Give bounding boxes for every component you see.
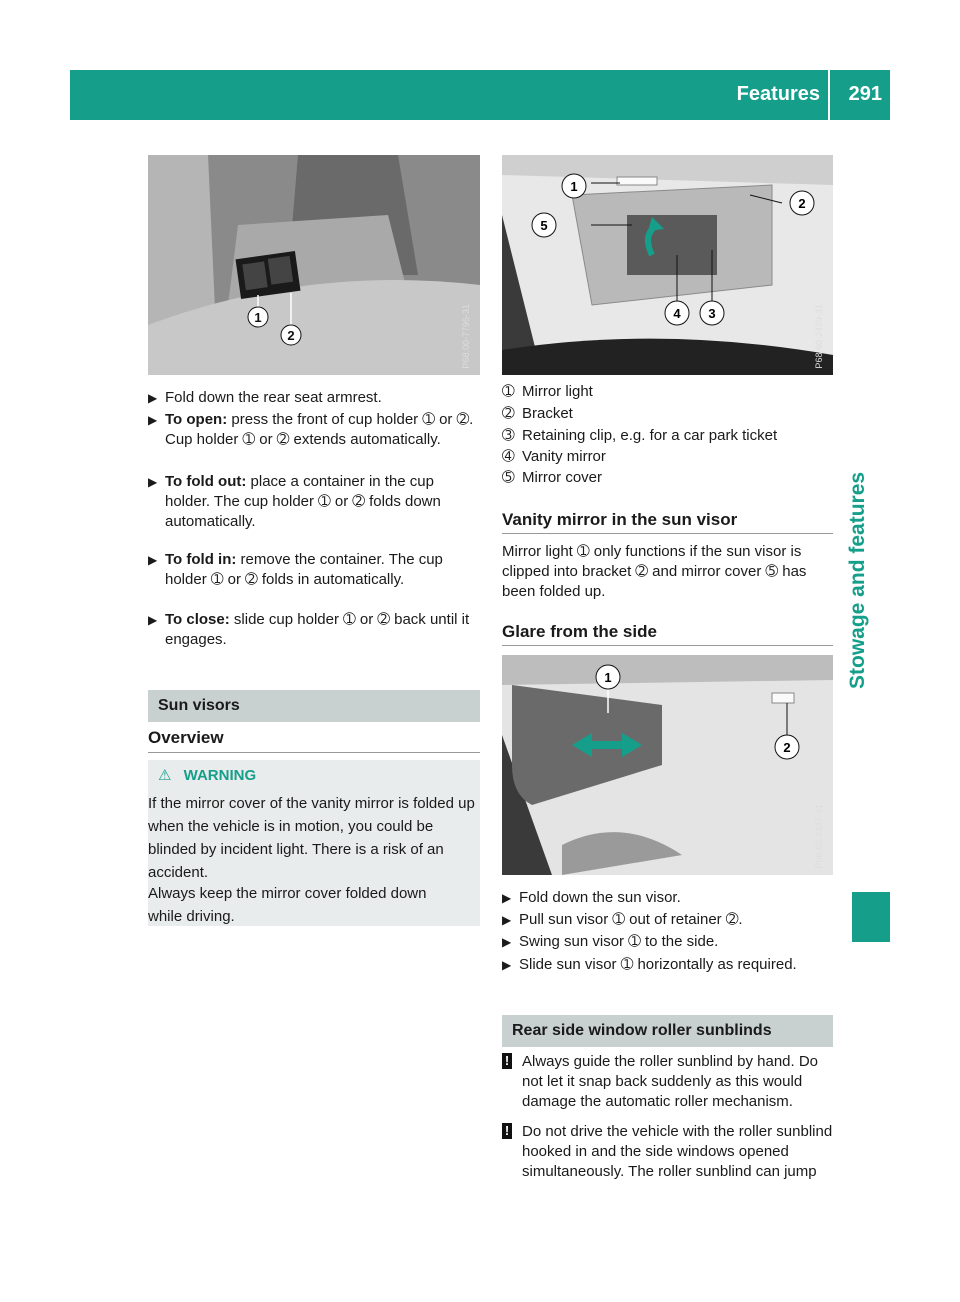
step-bold-label: To close: xyxy=(165,611,230,628)
figure-code: P68.60-2429-31 xyxy=(814,304,824,369)
overview-heading: Overview xyxy=(148,728,224,747)
note-text: Always guide the roller sunblind by hand. Do not let it snap back suddenly as this would damage the automatic roller mechanism. xyxy=(522,1053,819,1110)
step-arrow-icon: ▶ xyxy=(502,913,512,927)
step-arrow-icon: ▶ xyxy=(148,475,158,489)
legend-item: ➀ Mirror light xyxy=(502,383,593,400)
step-text: Fold down the rear seat armrest. xyxy=(165,389,382,406)
figure-cup-holder xyxy=(148,155,480,375)
legend-item: ➂ Retaining clip, e.g. for a car park ticket xyxy=(502,427,778,444)
note-text: Do not drive the vehicle with the roller sunblind hooked in and the side windows opened simultaneously. The roller sunblind can jump xyxy=(522,1123,833,1180)
callout-2: 2 xyxy=(783,740,791,755)
warning-box xyxy=(148,760,480,926)
legend-item: ➁ Bracket xyxy=(502,405,573,422)
figure-vanity-mirror xyxy=(502,155,833,375)
figure-code: P68.60-2437-31 xyxy=(814,804,824,869)
sidebar-section-label: Stowage and features xyxy=(846,471,869,689)
figure-code: P68.00-7795-31 xyxy=(461,304,471,369)
step-item xyxy=(502,910,833,930)
page-number: 291 xyxy=(848,83,882,105)
step-arrow-icon: ▶ xyxy=(502,935,512,949)
heading-rule xyxy=(148,752,480,753)
step-arrow-icon: ▶ xyxy=(148,613,158,627)
step-text: Pull sun visor ➀ out of retainer ➁. xyxy=(519,911,743,928)
callout-1: 1 xyxy=(254,310,262,325)
step-arrow-icon: ▶ xyxy=(148,553,158,567)
note-item xyxy=(502,1052,833,1112)
header-title: Features xyxy=(736,83,820,105)
warning-header xyxy=(158,766,256,786)
step-item xyxy=(148,610,480,650)
section-heading-sun-visors: Sun visors xyxy=(148,690,480,722)
warning-triangle-icon: ⚠ xyxy=(158,767,172,784)
vanity-heading: Vanity mirror in the sun visor xyxy=(502,510,738,529)
step-text: remove the container. The cup holder ➀ or ➁ folds in automatically. xyxy=(165,551,443,588)
glare-heading: Glare from the side xyxy=(502,622,657,641)
callout-3: 3 xyxy=(708,306,716,321)
callout-5: 5 xyxy=(540,218,548,233)
step-bold-label: To fold out: xyxy=(165,473,247,490)
warning-text-1: If the mirror cover of the vanity mirror is folded up when the vehicle is in motion, you could be blinded by incident light. There is a risk of an accident. xyxy=(148,795,475,881)
step-text: slide cup holder ➀ or ➁ back until it engages. xyxy=(165,611,470,648)
step-arrow-icon: ▶ xyxy=(502,958,512,972)
step-item xyxy=(502,888,833,908)
step-item xyxy=(148,388,480,408)
step-text: press the front of cup holder ➀ or ➁. Cup holder ➀ or ➁ extends automatically. xyxy=(165,411,474,448)
step-text: Swing sun visor ➀ to the side. xyxy=(519,933,719,950)
step-arrow-icon: ▶ xyxy=(502,891,512,905)
note-item xyxy=(502,1122,833,1182)
cup-holder-illustration xyxy=(148,155,480,375)
sun-visor-side-illustration xyxy=(502,655,833,875)
heading-rule xyxy=(502,533,833,534)
step-item xyxy=(502,932,833,952)
step-text: place a container in the cup holder. The cup holder ➀ or ➁ folds down automatically. xyxy=(165,473,441,530)
step-item xyxy=(148,550,480,590)
warning-title: WARNING xyxy=(183,767,257,784)
legend-item: ➃ Vanity mirror xyxy=(502,448,606,465)
callout-1: 1 xyxy=(604,670,612,685)
callout-2: 2 xyxy=(287,328,295,343)
step-item xyxy=(148,410,480,450)
sidebar-tab-block xyxy=(852,892,890,942)
step-arrow-icon: ▶ xyxy=(148,391,158,405)
legend-item: ➄ Mirror cover xyxy=(502,469,603,486)
header-separator xyxy=(828,70,830,120)
step-bold-label: To fold in: xyxy=(165,551,237,568)
step-text: Slide sun visor ➀ horizontally as required. xyxy=(519,956,797,973)
callout-2: 2 xyxy=(798,196,806,211)
heading-rule xyxy=(502,645,833,646)
callout-4: 4 xyxy=(673,306,681,321)
vanity-mirror-illustration xyxy=(502,155,833,375)
vanity-paragraph: Mirror light ➀ only functions if the sun visor is clipped into bracket ➁ and mirror cover ➄ has been folded up. xyxy=(502,543,807,600)
section-heading-roller-sunblinds: Rear side window roller sunblinds xyxy=(502,1015,833,1047)
step-item xyxy=(148,472,480,532)
page-header-bar xyxy=(70,70,890,120)
step-text: Fold down the sun visor. xyxy=(519,889,681,906)
figure-sun-visor-side xyxy=(502,655,833,875)
exclamation-icon: ! xyxy=(502,1123,512,1139)
step-bold-label: To open: xyxy=(165,411,228,428)
callout-1: 1 xyxy=(570,179,578,194)
warning-text-2: Always keep the mirror cover folded down while driving. xyxy=(148,885,427,925)
step-item xyxy=(502,955,833,975)
step-arrow-icon: ▶ xyxy=(148,413,158,427)
exclamation-icon: ! xyxy=(502,1053,512,1069)
